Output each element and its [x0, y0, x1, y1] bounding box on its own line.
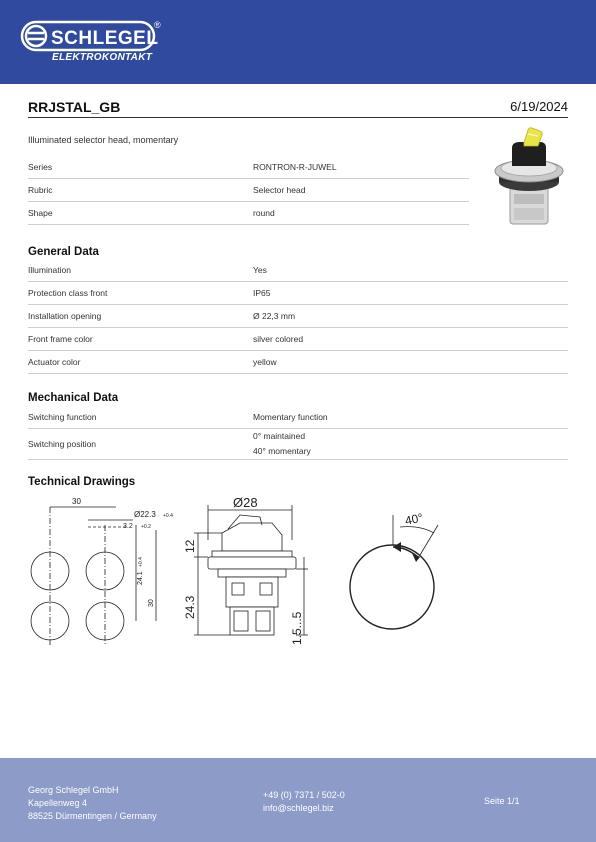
row-label: Installation opening	[28, 311, 102, 321]
dim-angle: 40°	[403, 510, 425, 528]
dim-spacing: 30	[72, 497, 81, 506]
row-value: 40° momentary	[253, 446, 311, 456]
row-value: silver colored	[253, 334, 304, 344]
table-row	[28, 282, 568, 305]
table-row	[28, 351, 568, 374]
footer-contact	[263, 789, 345, 815]
row-label: Rubric	[28, 185, 53, 195]
phone-number: +49 (0) 7371 / 502-0	[263, 790, 345, 800]
table-row	[28, 259, 568, 282]
title-divider	[28, 117, 568, 118]
row-value: IP65	[253, 288, 271, 298]
city-address: 88525 Dürmentingen / Germany	[28, 811, 157, 821]
company-name: Georg Schlegel GmbH	[28, 785, 119, 795]
table-row	[28, 305, 568, 328]
mechanical-data-table	[28, 406, 568, 460]
product-image	[488, 124, 570, 228]
dim-flat-tolerance: +0.2	[141, 524, 151, 530]
general-data-table	[28, 259, 568, 374]
angle-arrow-start	[393, 542, 401, 552]
row-value: yellow	[253, 357, 277, 367]
document-title: RRJSTAL_GB	[28, 99, 121, 115]
header-banner	[0, 0, 596, 84]
footer	[0, 758, 596, 842]
table-row	[28, 406, 568, 429]
dim-vertical-spacing: 30	[148, 599, 155, 607]
row-value: Yes	[253, 265, 267, 275]
overview-table	[28, 156, 469, 225]
table-row	[28, 179, 469, 202]
row-value: Selector head	[253, 185, 306, 195]
row-label: Actuator color	[28, 357, 81, 367]
table-row	[28, 429, 568, 460]
table-row	[28, 202, 469, 225]
dim-head-height: 12	[183, 539, 197, 553]
dim-flat-depth: 24.1	[137, 571, 144, 585]
dim-flat-depth-tolerance: +0.4	[138, 557, 144, 567]
dim-panel-range: 1.5...5	[290, 611, 304, 645]
switching-angle-drawing	[350, 515, 438, 629]
row-label: Front frame color	[28, 334, 93, 344]
dim-diameter: Ø28	[233, 495, 258, 510]
email-link[interactable]: info@schlegel.biz	[263, 803, 334, 813]
row-label: Switching function	[28, 412, 97, 422]
dim-flat: 3.2	[123, 523, 133, 530]
dim-body-height: 24.3	[183, 595, 197, 619]
row-label: Illumination	[28, 265, 71, 275]
mechanical-data-heading: Mechanical Data	[28, 392, 119, 404]
row-label: Series	[28, 162, 53, 172]
product-description: Illuminated selector head, momentary	[28, 135, 179, 145]
dim-hole: Ø22.3	[134, 510, 156, 519]
technical-drawings	[28, 495, 448, 650]
street-address: Kapellenweg 4	[28, 798, 88, 808]
footer-address	[28, 784, 157, 823]
table-row	[28, 328, 568, 351]
technical-drawings-heading: Technical Drawings	[28, 476, 136, 488]
row-value: RONTRON-R-JUWEL	[253, 162, 337, 172]
general-data-heading: General Data	[28, 246, 99, 258]
page-number: Seite 1/1	[484, 796, 520, 806]
logo-registered-mark: ®	[154, 20, 161, 30]
row-value: 0° maintained	[253, 431, 306, 441]
logo-tagline: ELEKTROKONTAKT	[52, 52, 153, 63]
row-label: Switching position	[28, 439, 97, 449]
row-value: Ø 22,3 mm	[253, 311, 296, 321]
row-label: Protection class front	[28, 288, 108, 298]
row-value: Momentary function	[253, 412, 328, 422]
row-label: Shape	[28, 208, 53, 218]
table-row	[28, 156, 469, 179]
logo-wordmark: SCHLEGEL	[51, 28, 159, 49]
row-value: round	[253, 208, 275, 218]
document-date: 6/19/2024	[510, 99, 568, 114]
dim-hole-tolerance: +0.4	[163, 513, 173, 519]
